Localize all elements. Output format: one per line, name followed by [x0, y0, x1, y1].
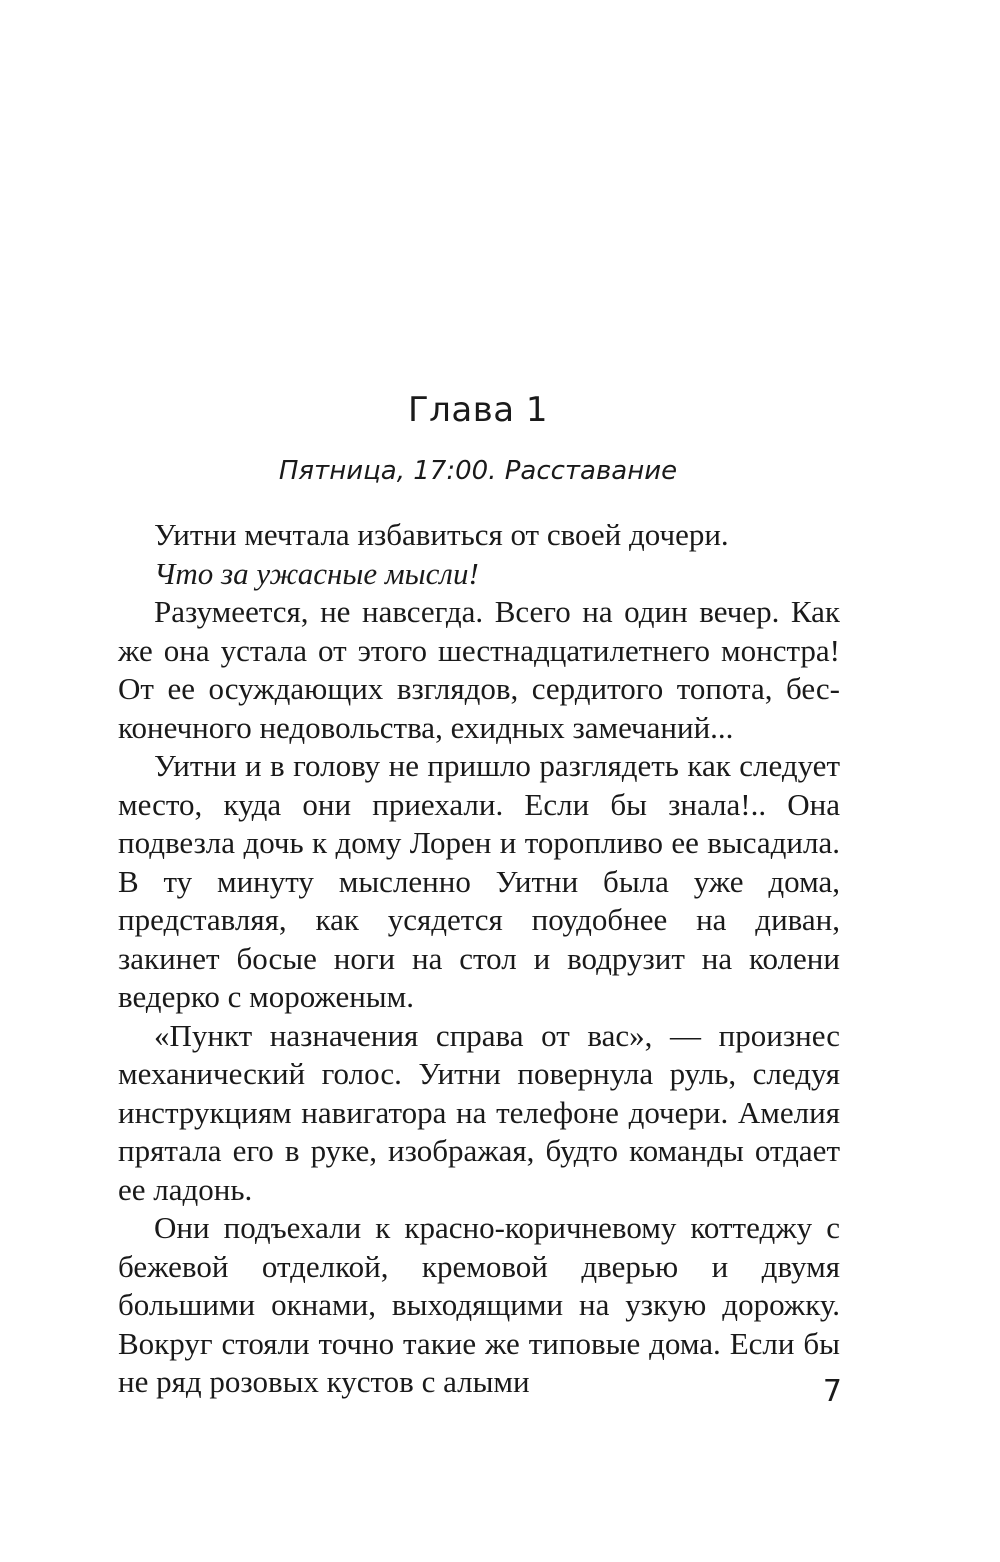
paragraph: Уитни мечтала избавиться от своей дочери.: [154, 517, 729, 552]
paragraph: «Пункт назначения справа от вас», — произнес механический голос. Уитни повернула руль, следуя инструкциям навигатора на телефоне дочери. Амелия прятала его в руке, изображая, будто команды отдает ее ладонь.: [118, 1017, 840, 1207]
page-number: 7: [822, 1374, 842, 1409]
paragraph-italic-thought: Что за ужасные мысли!: [154, 555, 479, 591]
chapter-subtitle: Пятница, 17:00. Расставание: [278, 456, 678, 486]
paragraph: Они подъехали к красно-коричневому коттеджу с бежевой отделкой, кремовой дверью и двумя большими окнами, выходящими на узкую дорожку. Вокруг стояли точно такие же типовые дома. Если бы не ряд розовых кустов с алыми: [118, 1210, 840, 1399]
paragraph: Уитни и в голову не пришло разглядеть как следует место, куда они приехали. Если бы знала!.. Она подвезла дочь к дому Лорен и торопливо ее высадила. В ту минуту мысленно Уитни была уже дома, представляя, как усядется поудобнее на диван, закинет босые ноги на стол и водрузит на колени ведерко с мороженым.: [118, 748, 840, 1014]
chapter-title: Глава 1: [407, 390, 549, 430]
body-text: [118, 516, 840, 1402]
paragraph: Разумеется, не навсегда. Всего на один вечер. Как же она устала от этого шестнадцатилетнего монстра! От ее осуждающих взглядов, сердитого топота, бесконечного недовольства, ехидных замечаний...: [118, 594, 840, 745]
